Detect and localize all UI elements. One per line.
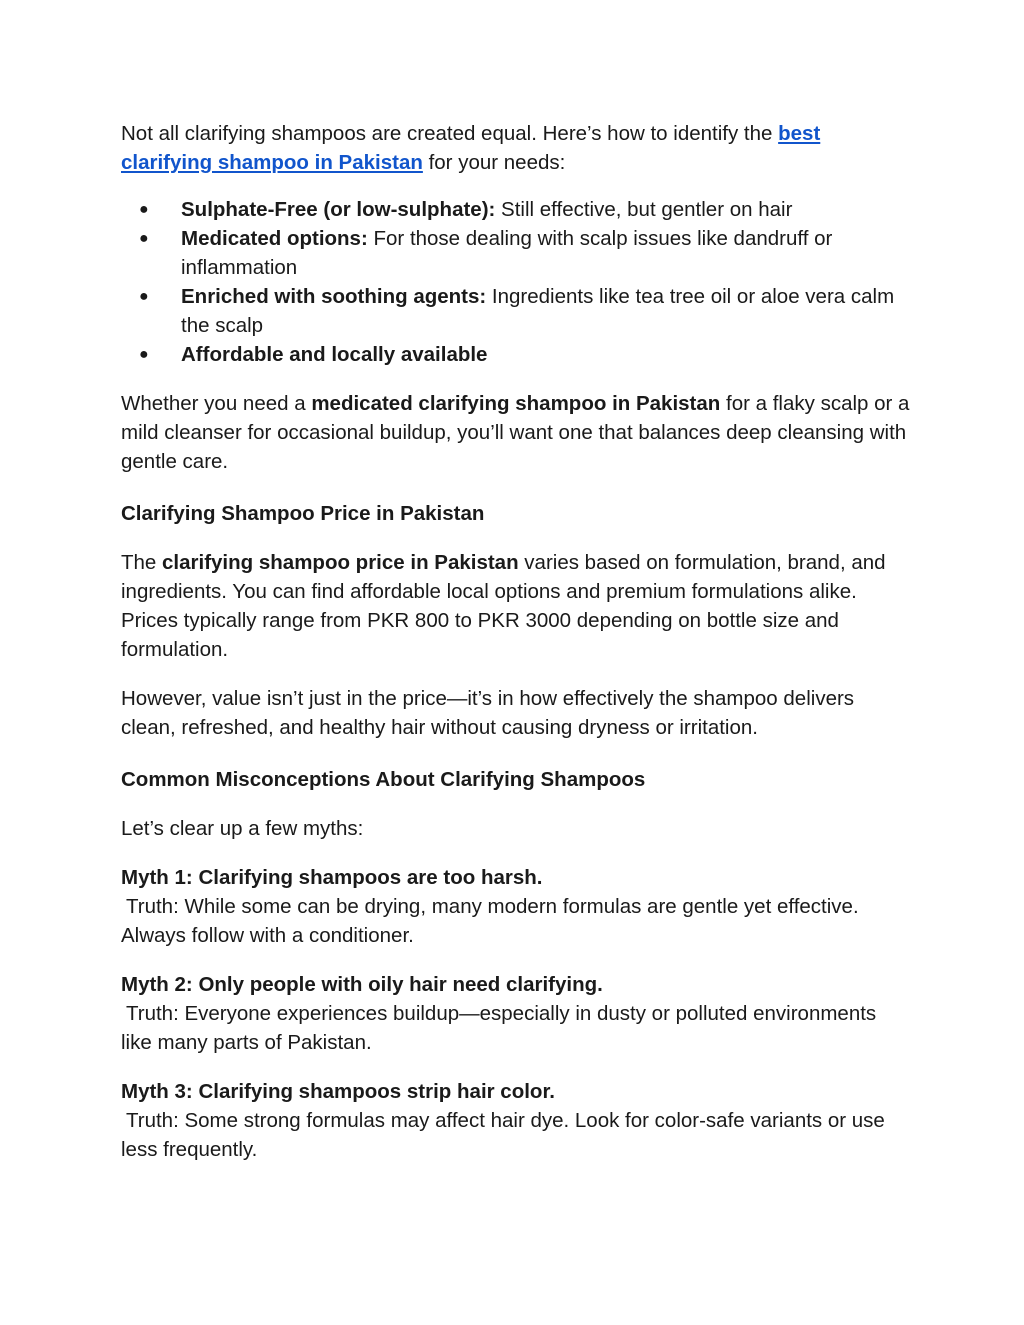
myth-block bbox=[121, 863, 911, 950]
features-list bbox=[121, 195, 911, 369]
value-paragraph: However, value isn’t just in the price—it’s in how effectively the shampoo delivers clean, refreshed, and healthy hair without causing dryness or irritation. bbox=[121, 687, 855, 739]
bullet-icon: ● bbox=[139, 201, 149, 218]
myth-block bbox=[121, 1077, 911, 1164]
list-item bbox=[121, 195, 911, 224]
myth-truth: Truth: Everyone experiences buildup—especially in dusty or polluted environments like many parts of Pakistan. bbox=[121, 1002, 877, 1054]
list-item bbox=[121, 340, 911, 369]
myth-truth: Truth: While some can be drying, many modern formulas are gentle yet effective. Always follow with a conditioner. bbox=[121, 895, 859, 947]
list-item-bold: Sulphate-Free (or low-sulphate): bbox=[181, 198, 496, 221]
intro-paragraph bbox=[121, 119, 911, 177]
bullet-icon: ● bbox=[139, 230, 149, 247]
myth-truth: Truth: Some strong formulas may affect hair dye. Look for color-safe variants or use less frequently. bbox=[121, 1109, 885, 1161]
price-paragraph bbox=[121, 548, 911, 664]
heading-myths: Common Misconceptions About Clarifying Shampoos bbox=[121, 768, 646, 791]
list-item bbox=[121, 282, 911, 340]
bullet-icon: ● bbox=[139, 288, 149, 305]
list-item-text: Ingredients like tea tree oil or aloe vera calm the scalp bbox=[181, 285, 895, 337]
list-item bbox=[121, 224, 911, 282]
list-item-text: For those dealing with scalp issues like dandruff or inflammation bbox=[181, 227, 833, 279]
document-page bbox=[121, 119, 911, 1184]
list-item-bold: Affordable and locally available bbox=[181, 343, 488, 366]
intro-text-after: for your needs: bbox=[422, 151, 566, 174]
whether-paragraph bbox=[121, 389, 911, 476]
price-bold: clarifying shampoo price in Pakistan bbox=[162, 551, 519, 574]
whether-text-after: for a flaky scalp or a mild cleanser for occasional buildup, you’ll want one that balances deep cleansing with gentle care. bbox=[121, 392, 910, 473]
whether-text-before: Whether you need a bbox=[121, 392, 312, 415]
heading-price: Clarifying Shampoo Price in Pakistan bbox=[121, 502, 485, 525]
best-clarifying-shampoo-link[interactable]: best clarifying shampoo in Pakistan bbox=[121, 122, 821, 174]
whether-bold: medicated clarifying shampoo in Pakistan bbox=[311, 392, 721, 415]
intro-text-before: Not all clarifying shampoos are created equal. Here’s how to identify the bbox=[121, 122, 779, 145]
list-item-text: Still effective, but gentler on hair bbox=[495, 198, 793, 221]
price-text-after: varies based on formulation, brand, and ingredients. You can find affordable local options and premium formulations alike. Prices typically range from PKR 800 to PKR 3000 depending on bottle size and formulation. bbox=[121, 551, 886, 661]
clear-myths-paragraph: Let’s clear up a few myths: bbox=[121, 817, 364, 840]
myth-block bbox=[121, 970, 911, 1057]
bullet-icon: ● bbox=[139, 346, 149, 363]
list-item-bold: Medicated options: bbox=[181, 227, 368, 250]
price-text-before: The bbox=[121, 551, 163, 574]
list-item-bold: Enriched with soothing agents: bbox=[181, 285, 487, 308]
myth-title: Myth 3: Clarifying shampoos strip hair color. bbox=[121, 1080, 555, 1103]
myth-title: Myth 1: Clarifying shampoos are too harsh. bbox=[121, 866, 543, 889]
myth-title: Myth 2: Only people with oily hair need clarifying. bbox=[121, 973, 603, 996]
